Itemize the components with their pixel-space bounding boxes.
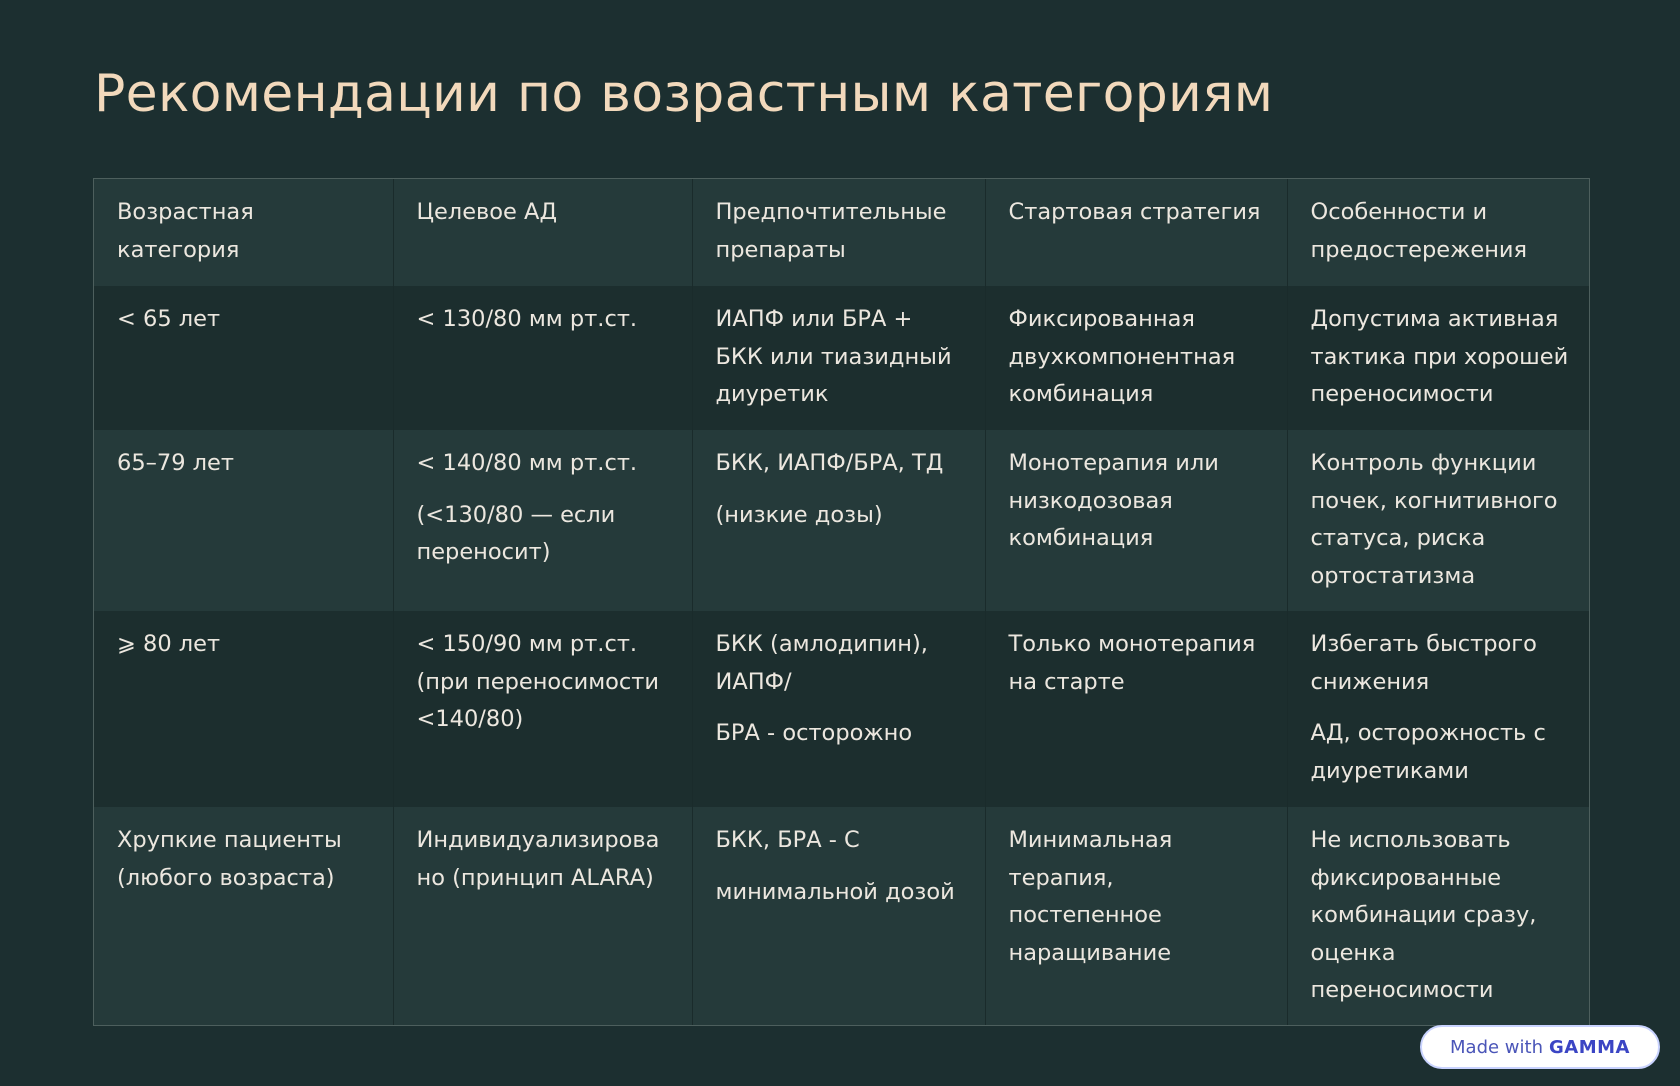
- page-title: Рекомендации по возрастным категориям: [94, 64, 1274, 124]
- cell-age: 65–79 лет: [94, 430, 393, 611]
- cell-drugs: БКК (амлодипин), ИАПФ/ БРА - осторожно: [692, 611, 985, 807]
- gamma-logo: GAMMA: [1549, 1036, 1630, 1058]
- header-target-bp: Целевое АД: [393, 179, 692, 286]
- cell-strategy: Минимальная терапия, постепенное наращивание: [985, 807, 1287, 1025]
- cell-strategy: Только монотерапия на старте: [985, 611, 1287, 807]
- header-preferred-drugs: Предпочтительные препараты: [692, 179, 985, 286]
- cell-drugs: БКК, БРА - С минимальной дозой: [692, 807, 985, 1025]
- header-age-category: Возрастная категория: [94, 179, 393, 286]
- table-header-row: [94, 179, 1589, 286]
- cell-age: ⩾ 80 лет: [94, 611, 393, 807]
- cell-strategy: Фиксированная двухкомпонентная комбинация: [985, 286, 1287, 430]
- table-row: [94, 286, 1589, 430]
- cell-notes: Контроль функции почек, когнитивного статуса, риска ортостатизма: [1310, 450, 1558, 589]
- cell-notes: Не использовать фиксированные комбинации сразу, оценка переносимости: [1310, 827, 1537, 1003]
- header-notes-warnings: Особенности и предостережения: [1310, 199, 1528, 263]
- cell-drugs: ИАПФ или БРА + БКК или тиазидный диуретик: [692, 286, 985, 430]
- header-start-strategy: Стартовая стратегия: [985, 179, 1287, 286]
- cell-target: < 140/80 мм рт.ст. (<130/80 — если переносит): [393, 430, 692, 611]
- cell-strategy: Монотерапия или низкодозовая комбинация: [985, 430, 1287, 611]
- cell-target: < 150/90 мм рт.ст. (при переносимости <140/80): [393, 611, 692, 807]
- table-row: [94, 611, 1589, 807]
- badge-prefix: Made with: [1450, 1036, 1543, 1058]
- cell-target: < 130/80 мм рт.ст.: [393, 286, 692, 430]
- recommendations-table: [93, 178, 1590, 1026]
- made-with-gamma-badge[interactable]: [1420, 1025, 1660, 1069]
- cell-age: Хрупкие пациенты (любого возраста): [94, 807, 393, 1025]
- table-row: [94, 430, 1589, 611]
- cell-drugs: БКК, ИАПФ/БРА, ТД (низкие дозы): [692, 430, 985, 611]
- table-row: [94, 807, 1589, 1025]
- cell-notes: Избегать быстрого снижения АД, осторожность с диуретиками: [1310, 631, 1546, 784]
- cell-target: Индивидуализирова но (принцип ALARA): [393, 807, 692, 1025]
- cell-age: < 65 лет: [94, 286, 393, 430]
- cell-notes: Допустима активная тактика при хорошей переносимости: [1310, 306, 1569, 407]
